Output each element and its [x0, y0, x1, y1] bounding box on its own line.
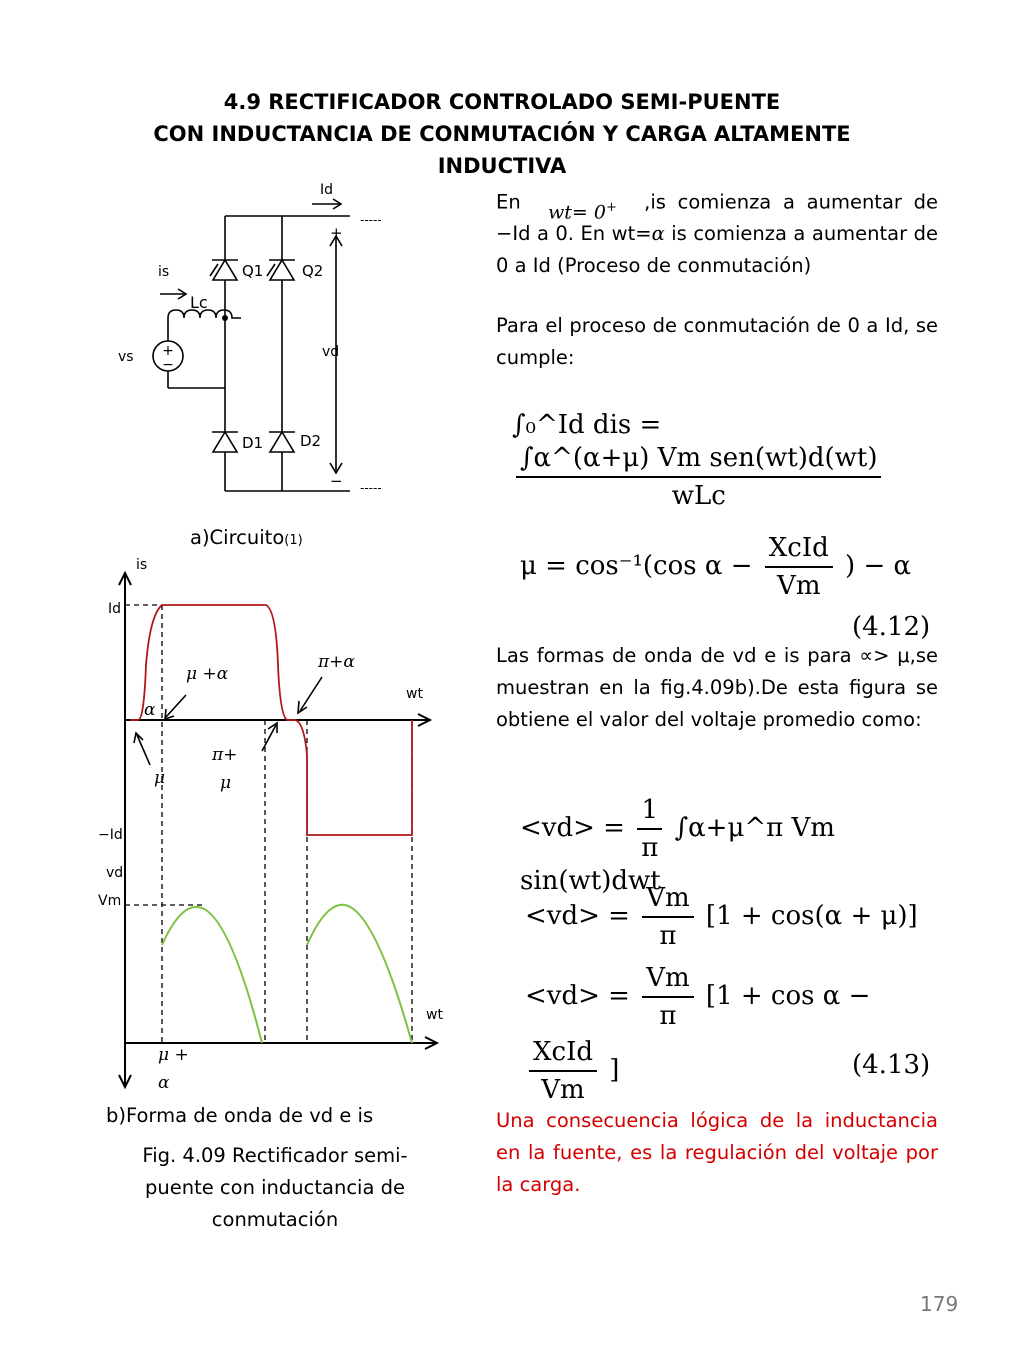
wave-label-mu: μ [154, 768, 166, 788]
eq2-den: Vm [777, 571, 821, 601]
waveform-caption: b)Forma de onda de vd e is [106, 1104, 374, 1127]
eq5-num2: XcId [529, 1034, 597, 1072]
eq3-rhs: ∫α+μ^π Vm sin(wt)dwt [520, 813, 835, 896]
eq5-num: Vm [642, 960, 693, 998]
circuit-caption-ref: (1) [284, 533, 303, 548]
wave-label-is: is [136, 557, 148, 573]
p1-body2: is comienza a aumentar de 0 a Id (Proceso de conmutación) [496, 222, 938, 278]
wave-label-mu-alpha2-2: α [158, 1073, 170, 1093]
wave-label-Vm: Vm [98, 893, 122, 909]
eq5-fraction2 [529, 1034, 597, 1108]
eq4-rhs: [1 + cos(α + μ)] [705, 901, 918, 931]
equation-label-413: (4.13) [852, 1050, 931, 1080]
equation-integral [512, 410, 942, 514]
label-dashes-bottom: ----- [360, 481, 382, 495]
label-plus: + [330, 224, 343, 242]
wave-label-pi-mu-1: π+ [212, 745, 238, 765]
circuit-diagram [100, 176, 400, 521]
equation-label-412: (4.12) [852, 612, 931, 642]
source-plus: + [162, 343, 174, 359]
diode-d1-icon [212, 432, 238, 452]
page-number: 179 [920, 1292, 959, 1316]
label-Q1: Q1 [242, 262, 264, 280]
label-D2: D2 [300, 432, 322, 450]
wave-label-mu-alpha: μ +α [186, 664, 229, 684]
node-dot [222, 315, 228, 321]
p1-en: En [496, 190, 521, 214]
thyristor-q2-icon [267, 260, 295, 280]
eq1-den: wLc [671, 481, 726, 511]
equation-vd-cos [525, 880, 945, 954]
label-vs: vs [118, 349, 134, 365]
eq1-lhs: ∫₀^Id dis = [512, 410, 662, 440]
p1-alpha: α [651, 222, 665, 246]
wave-label-wt-bottom: wt [426, 1007, 443, 1023]
eq5-den2: Vm [541, 1075, 585, 1105]
wave-label-mu-alpha2-1: μ + [158, 1045, 189, 1065]
wave-label-wt-top: wt [406, 686, 423, 702]
eq3-num: 1 [637, 792, 662, 830]
wave-label-minus-Id: −Id [98, 827, 123, 843]
eq5-lhs: <vd> = [525, 981, 630, 1011]
eq2-fraction [765, 530, 833, 604]
label-minus: − [330, 472, 343, 490]
thyristor-q1-icon [210, 260, 238, 280]
eq4-num: Vm [642, 880, 693, 918]
paragraph-process: Para el proceso de conmutación de 0 a Id, se cumple: [496, 314, 938, 369]
eq2-num: XcId [765, 530, 833, 568]
eq5-mid: [1 + cos α − [705, 981, 871, 1011]
eq3-fraction [637, 792, 662, 866]
eq5-fraction [642, 960, 693, 1034]
section-title-line2: CON INDUCTANCIA DE CONMUTACIÓN Y CARGA ALTAMENTE [153, 122, 851, 146]
p1-wt0 [532, 192, 632, 228]
wave-label-Id: Id [108, 601, 122, 617]
label-vd: vd [322, 344, 340, 360]
paragraph-commutation [496, 182, 938, 282]
label-Q2: Q2 [302, 262, 324, 280]
figure-caption: Fig. 4.09 Rectificador semi-puente con inductancia de conmutación [142, 1144, 408, 1231]
p1-wt0-sup: + [605, 200, 617, 215]
paragraph-waveforms: Las formas de onda de vd e is para ∝> μ,se muestran en la fig.4.09b).De esta figura se obtiene el valor del voltaje promedio como: [496, 644, 938, 731]
label-is: is [158, 264, 170, 280]
eq2-b: ) − α [845, 551, 912, 581]
equation-mu [520, 530, 940, 604]
section-title-line3: INDUCTIVA [437, 154, 567, 178]
circuit-caption-text: a)Circuito [190, 526, 285, 549]
eq1-num: ∫α^(α+μ) Vm sen(wt)d(wt) [516, 440, 881, 478]
eq2-a: μ = cos⁻¹(cos α − [520, 551, 753, 581]
paragraph-conclusion: Una consecuencia lógica de la inductancia en la fuente, es la regulación del voltaje por la carga. [496, 1109, 938, 1196]
source-minus: − [162, 357, 174, 373]
label-Id: Id [320, 182, 334, 198]
vd-waveform-1 [162, 907, 262, 1043]
equation-vd-final [525, 960, 945, 1108]
wave-label-pi-alpha: π+α [318, 652, 355, 672]
eq3-lhs: <vd> = [520, 813, 625, 843]
circuit-caption [190, 522, 370, 557]
diode-d2-icon [269, 432, 295, 452]
p1-wt0-text: wt= 0 [547, 201, 606, 224]
eq5-den: π [659, 1001, 677, 1031]
p1-body: ,is comienza a aumentar de −Id a 0. En wt= [496, 190, 939, 246]
waveform-diagram [90, 555, 450, 1100]
eq4-lhs: <vd> = [525, 901, 630, 931]
eq5-end: ] [609, 1055, 620, 1085]
wave-label-alpha: α [144, 700, 156, 720]
wave-label-pi-mu-2: μ [220, 773, 232, 793]
eq4-den: π [659, 921, 677, 951]
eq3-den: π [641, 833, 659, 863]
eq4-fraction [642, 880, 693, 954]
wave-label-vd: vd [106, 865, 124, 881]
vd-waveform-2 [307, 905, 412, 1043]
eq1-fraction [516, 440, 881, 514]
label-dashes-top: ----- [360, 213, 382, 227]
label-Lc: Lc [190, 293, 208, 312]
section-title-line1: 4.9 RECTIFICADOR CONTROLADO SEMI-PUENTE [223, 90, 781, 114]
label-D1: D1 [242, 434, 264, 452]
